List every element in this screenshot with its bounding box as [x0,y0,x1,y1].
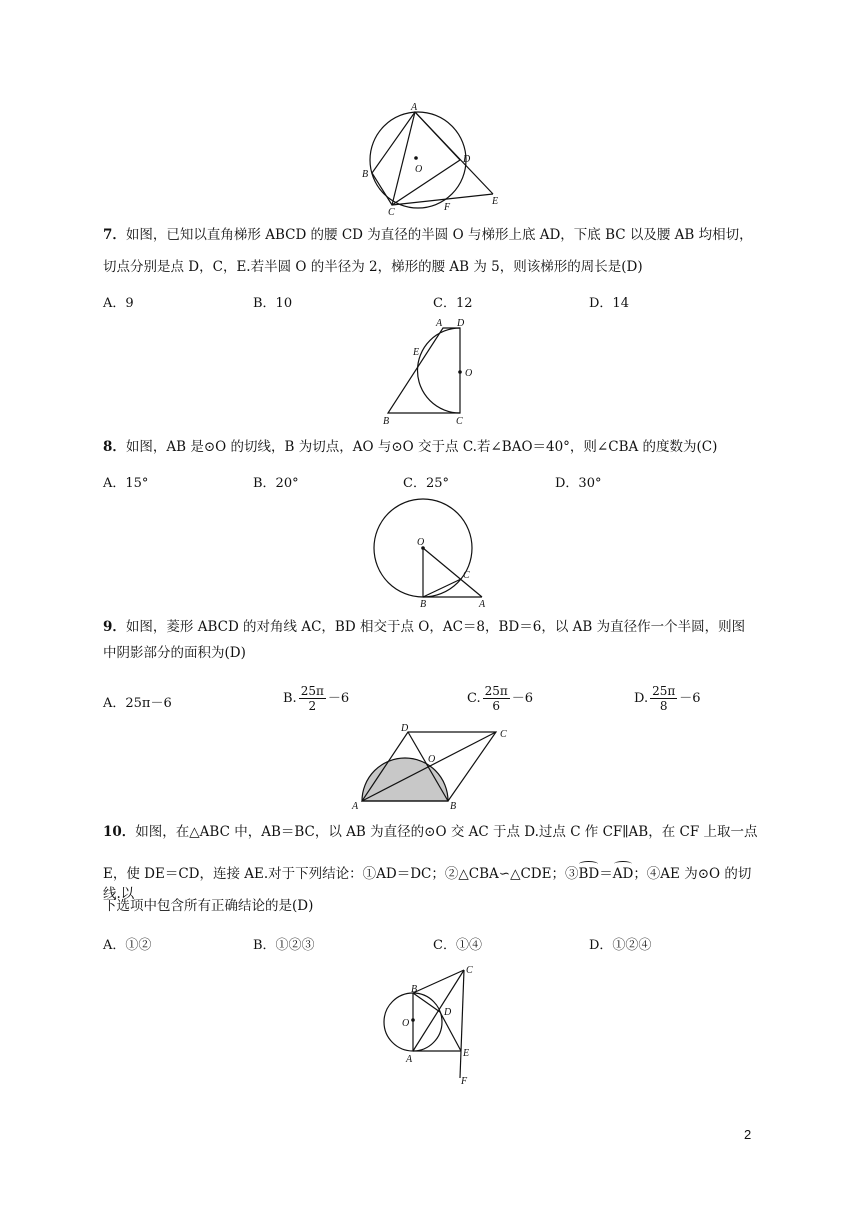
point-label: D [463,154,471,165]
option-a: A．9 [103,296,134,311]
question-number: 10． [103,824,136,840]
question-10-line-3: 下选项中包含所有正确结论的是(D) [103,898,314,914]
point-label: E [463,1048,470,1059]
question-8-options [103,472,763,496]
page-number: 2 [744,1127,752,1142]
option-d: D．30° [555,476,602,491]
question-number: 7． [103,227,126,243]
point-label: A [406,1054,413,1065]
point-label: D [457,318,465,329]
point-label: F [444,202,451,213]
point-label: B [383,416,390,427]
question-text-line: 如图，在△ABC 中，AB＝BC，以 AB 为直径的⊙O 交 AC 于点 D.过点 C 作 CF∥AB，在 CF 上取一点 [135,824,758,840]
point-label: A [411,102,418,113]
question-9-options [103,684,763,718]
point-label: O [415,164,423,175]
option-c: C．12 [433,296,473,311]
point-label: O [402,1018,410,1029]
option-b: B．①②③ [253,938,315,953]
option-a: A．25π－6 [103,696,172,711]
question-10-line-2: E，使 DE＝CD，连接 AE.对于下列结论：①AD＝DC；②△CBA∽△CDE；③BD＝AD；④AE 为⊙O 的切线.以 [103,866,752,902]
point-label: D [401,723,409,734]
option-c: C．①④ [433,938,482,953]
option-b: B．20° [253,476,299,491]
point-label: C [456,416,463,427]
question-10 [103,822,763,842]
question-text-line: 如图，AB 是⊙O 的切线，B 为切点，AO 与⊙O 交于点 C.若∠BAO＝40°，则∠CBA 的度数为(C) [125,439,718,455]
question-10-options [103,934,763,958]
fraction: $\frac{25\pi}{8}$ [652,684,676,713]
point-label: B [362,169,369,180]
question-9 [103,616,763,664]
figure-5-svg [374,962,484,1090]
point-label: C [388,207,395,218]
question-7-options [103,292,763,316]
figure-circle-tangent [370,496,500,616]
point-label: C [466,965,473,976]
question-number: 9． [103,619,126,635]
point-label: C [500,729,507,740]
question-text-line: 中阴影部分的面积为(D) [103,645,246,661]
point-label: B [450,801,457,812]
option-d: D．①②④ [589,938,652,953]
question-number: 8． [103,439,126,455]
question-8 [103,436,763,458]
point-label: E [492,196,499,207]
point-label: C [463,570,470,581]
point-label: O [417,537,425,548]
point-label: D [444,1007,452,1018]
point-label: O [465,368,473,379]
arc-ad: AD [612,866,634,882]
question-7 [103,224,763,278]
point-label: B [420,599,427,610]
point-label: A [479,599,486,610]
figure-3-svg [370,496,500,616]
option-d: D．14 [589,296,629,311]
point-label: E [413,347,420,358]
option-c: C. $\frac{25\pi}{6}$ －6 [467,684,534,713]
question-text-line: 如图，菱形 ABCD 的对角线 AC，BD 相交于点 O，AC＝8，BD＝6，以 AB 为直径作一个半圆，则图 [125,619,746,635]
figure-circle-triangle-parallel [374,962,484,1090]
question-text-line: 切点分别是点 D，C，E.若半圆 O 的半径为 2，梯形的腰 AB 为 5，则该梯形的周长是(D) [103,259,643,275]
fraction: $\frac{25\pi}{2}$ [300,684,324,713]
point-label: O [428,754,436,765]
figure-4-svg [346,720,516,812]
option-b: B. $\frac{25\pi}{2}$ －6 [283,684,350,713]
option-a: A．15° [103,476,149,491]
option-a: A．①② [103,938,152,953]
option-b: B．10 [253,296,293,311]
figure-trapezoid-semicircle [380,316,490,431]
point-label: A [436,318,443,329]
question-text-line: 如图，已知以直角梯形 ABCD 的腰 CD 为直径的半圆 O 与梯形上底 AD，下底 BC 以及腰 AB 均相切， [125,227,753,243]
point-label: F [461,1076,468,1087]
figure-rhombus-semicircle [346,720,516,812]
figure-2-svg [380,316,490,431]
figure-1-svg [360,100,510,218]
point-label: A [352,801,359,812]
fraction: $\frac{25\pi}{6}$ [484,684,508,713]
figure-circle-quadrilateral [360,100,510,218]
point-label: B [411,984,418,995]
option-c: C．25° [403,476,449,491]
option-d: D. $\frac{25\pi}{8}$ －6 [634,684,701,713]
arc-bd: BD [578,866,600,882]
